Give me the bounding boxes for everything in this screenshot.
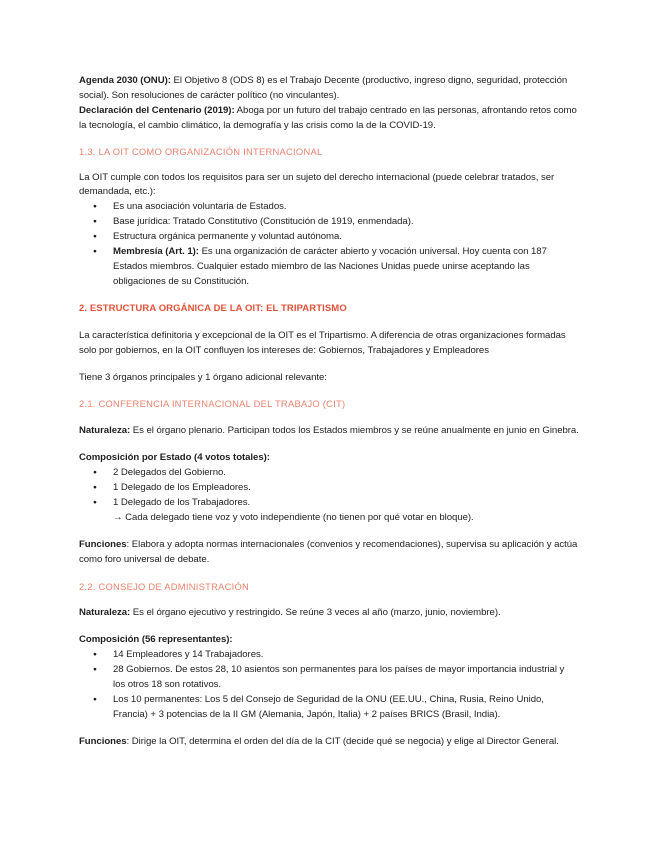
centenario-label: Declaración del Centenario (2019): <box>79 104 235 116</box>
list-item: ● 1 Delegado de los Trabajadores. <box>79 496 579 511</box>
s21-list <box>79 466 579 526</box>
s22-funciones <box>79 735 579 750</box>
arrow-note: → Cada delegado tiene voz y voto independiente (no tienen por qué votar en bloque). <box>113 511 474 523</box>
heading-2: 2. ESTRUCTURA ORGÁNICA DE LA OIT: EL TRIPARTISMO <box>79 302 347 314</box>
composicion-label: Composición (56 representantes): <box>79 634 233 646</box>
funciones-text: : Dirige la OIT, determina el orden del día de la CIT (decide qué se negocia) y elige al Director General. <box>126 735 559 747</box>
composicion-label: Composición por Estado (4 votos totales): <box>79 452 270 464</box>
naturaleza-text: Es el órgano plenario. Participan todos los Estados miembros y se reúne anualmente en junio en Ginebra. <box>130 425 579 437</box>
heading-1-3: 1.3. LA OIT COMO ORGANIZACIÓN INTERNACIONAL <box>79 145 323 157</box>
s21-composicion-label <box>79 451 579 466</box>
heading-2-2: 2.2. CONSEJO DE ADMINISTRACIÓN <box>79 580 250 592</box>
s22-naturaleza <box>79 606 579 621</box>
centenario-text: Aboga por un futuro del trabajo centrado en las personas, afrontando retos como la tecnología, el cambio climático, la demografía y las crisis como la de la COVID-19. <box>79 104 577 131</box>
s21-funciones <box>79 538 579 568</box>
membresia-text: Es una organización de carácter abierto y vocación universal. Hoy cuenta con 187 Estados miembros. Cualquier estado miembro de las Naciones Unidas puede unirse aceptando las obligaciones de su Constitución. <box>113 246 547 287</box>
list-item: ● 28 Gobiernos. De estos 28, 10 asientos son permanentes para los países de mayor importancia industrial y los otros 18 son rotativos. <box>79 663 579 693</box>
list-item: ● Estructura orgánica permanente y voluntad autónoma. <box>79 230 579 245</box>
s22-list <box>79 648 579 723</box>
s21-naturaleza <box>79 424 579 439</box>
naturaleza-text: Es el órgano ejecutivo y restringido. Se reúne 3 veces al año (marzo, junio, noviembre). <box>130 607 501 619</box>
list-item: ● 2 Delegados del Gobierno. <box>79 466 579 481</box>
heading-2-1: 2.1. CONFERENCIA INTERNACIONAL DEL TRABAJO (CIT) <box>79 398 346 410</box>
naturaleza-label: Naturaleza: <box>79 425 131 437</box>
funciones-text: : Elabora y adopta normas internacionales (convenios y recomendaciones), supervisa su aplicación y actúa como foro universal de debate. <box>79 538 578 565</box>
naturaleza-label: Naturaleza: <box>79 607 131 619</box>
list-item-membresia <box>79 245 579 290</box>
s2-paragraph-2: Tiene 3 órganos principales y 1 órgano adicional relevante: <box>79 371 327 383</box>
s13-list <box>79 200 579 289</box>
list-item: ● Base jurídica: Tratado Constitutivo (Constitución de 1919, enmendada). <box>79 215 579 230</box>
membresia-label: Membresía (Art. 1): <box>113 246 199 258</box>
funciones-label: Funciones <box>79 538 127 550</box>
agenda-2030-label: Agenda 2030 (ONU): <box>79 75 171 86</box>
list-item: ● 14 Empleadores y 14 Trabajadores. <box>79 648 579 663</box>
list-item: ● Es una asociación voluntaria de Estados. <box>79 200 579 215</box>
agenda-2030-text: El Objetivo 8 (ODS 8) es el Trabajo Decente (productivo, ingreso digno, seguridad, protección social). Son resoluciones de carácter político (no vinculantes). <box>79 75 568 101</box>
document-page <box>79 74 579 750</box>
agenda-2030-paragraph <box>79 74 579 104</box>
funciones-label: Funciones <box>79 735 127 747</box>
centenario-paragraph <box>79 104 579 134</box>
list-item: ● Los 10 permanentes: Los 5 del Consejo de Seguridad de la ONU (EE.UU., China, Rusia, Reino Unido, Francia) + 3 potencias de la II GM (Alemania, Japón, Italia) + 2 países BRICS (Brasil, India). <box>79 693 579 723</box>
s13-paragraph: La OIT cumple con todos los requisitos para ser un sujeto del derecho internacional (puede celebrar tratados, ser demandada, etc.): <box>79 171 555 198</box>
s2-paragraph: La característica definitoria y excepcional de la OIT es el Tripartismo. A diferencia de otras organizaciones formadas solo por gobiernos, en la OIT confluyen los intereses de: Gobiernos, Trabajadores y Empleadores <box>79 329 566 356</box>
s22-composicion-label <box>79 633 579 648</box>
list-item: ● 1 Delegado de los Empleadores. <box>79 481 579 496</box>
